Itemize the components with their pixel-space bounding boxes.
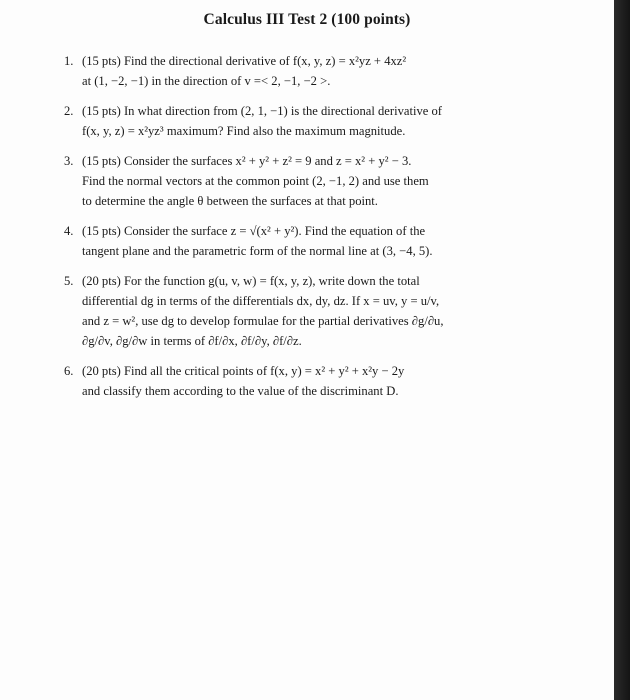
page-title: Calculus III Test 2 (100 points) (203, 11, 411, 28)
problem-5 (64, 271, 542, 351)
problem-3 (64, 151, 542, 211)
problem-line: f(x, y, z) = x²yz³ maximum? Find also the maximum magnitude. (82, 124, 406, 138)
problem-number: 1. (64, 54, 74, 68)
problem-line: (20 pts) Find all the critical points of f(x, y) = x² + y² + x²y − 2y (82, 364, 405, 378)
problem-line: (20 pts) For the function g(u, v, w) = f(x, y, z), write down the total (82, 274, 420, 288)
problem-line: (15 pts) Consider the surface z = √(x² + y²). Find the equation of the (82, 224, 426, 238)
problem-number: 3. (64, 154, 74, 168)
problem-line: tangent plane and the parametric form of the normal line at (3, −4, 5). (82, 244, 433, 258)
problem-line: and z = w², use dg to develop formulae for the partial derivatives ∂g/∂u, (82, 314, 444, 328)
problem-2 (64, 101, 542, 141)
problem-line: (15 pts) Consider the surfaces x² + y² + z² = 9 and z = x² + y² − 3. (82, 154, 412, 168)
problem-number: 4. (64, 224, 74, 238)
problem-line: ∂g/∂v, ∂g/∂w in terms of ∂f/∂x, ∂f/∂y, ∂f/∂z. (82, 334, 302, 348)
problem-line: and classify them according to the value of the discriminant D. (82, 384, 399, 398)
problem-line: (15 pts) Find the directional derivative of f(x, y, z) = x²yz + 4xz² (82, 54, 407, 68)
problem-line: at (1, −2, −1) in the direction of v =< 2, −1, −2 >. (82, 74, 331, 88)
problem-number: 5. (64, 274, 74, 288)
problem-4 (64, 221, 542, 261)
problem-line: Find the normal vectors at the common point (2, −1, 2) and use them (82, 174, 429, 188)
page-edge-shadow (614, 0, 630, 700)
problem-1 (64, 51, 542, 91)
problem-line: to determine the angle θ between the surfaces at that point. (82, 194, 378, 208)
problem-line: (15 pts) In what direction from (2, 1, −1) is the directional derivative of (82, 104, 442, 118)
problem-6 (64, 361, 542, 401)
problem-number: 6. (64, 364, 74, 378)
problem-number: 2. (64, 104, 74, 118)
problem-line: differential dg in terms of the differentials dx, dy, dz. If x = uv, y = u/v, (82, 294, 440, 308)
